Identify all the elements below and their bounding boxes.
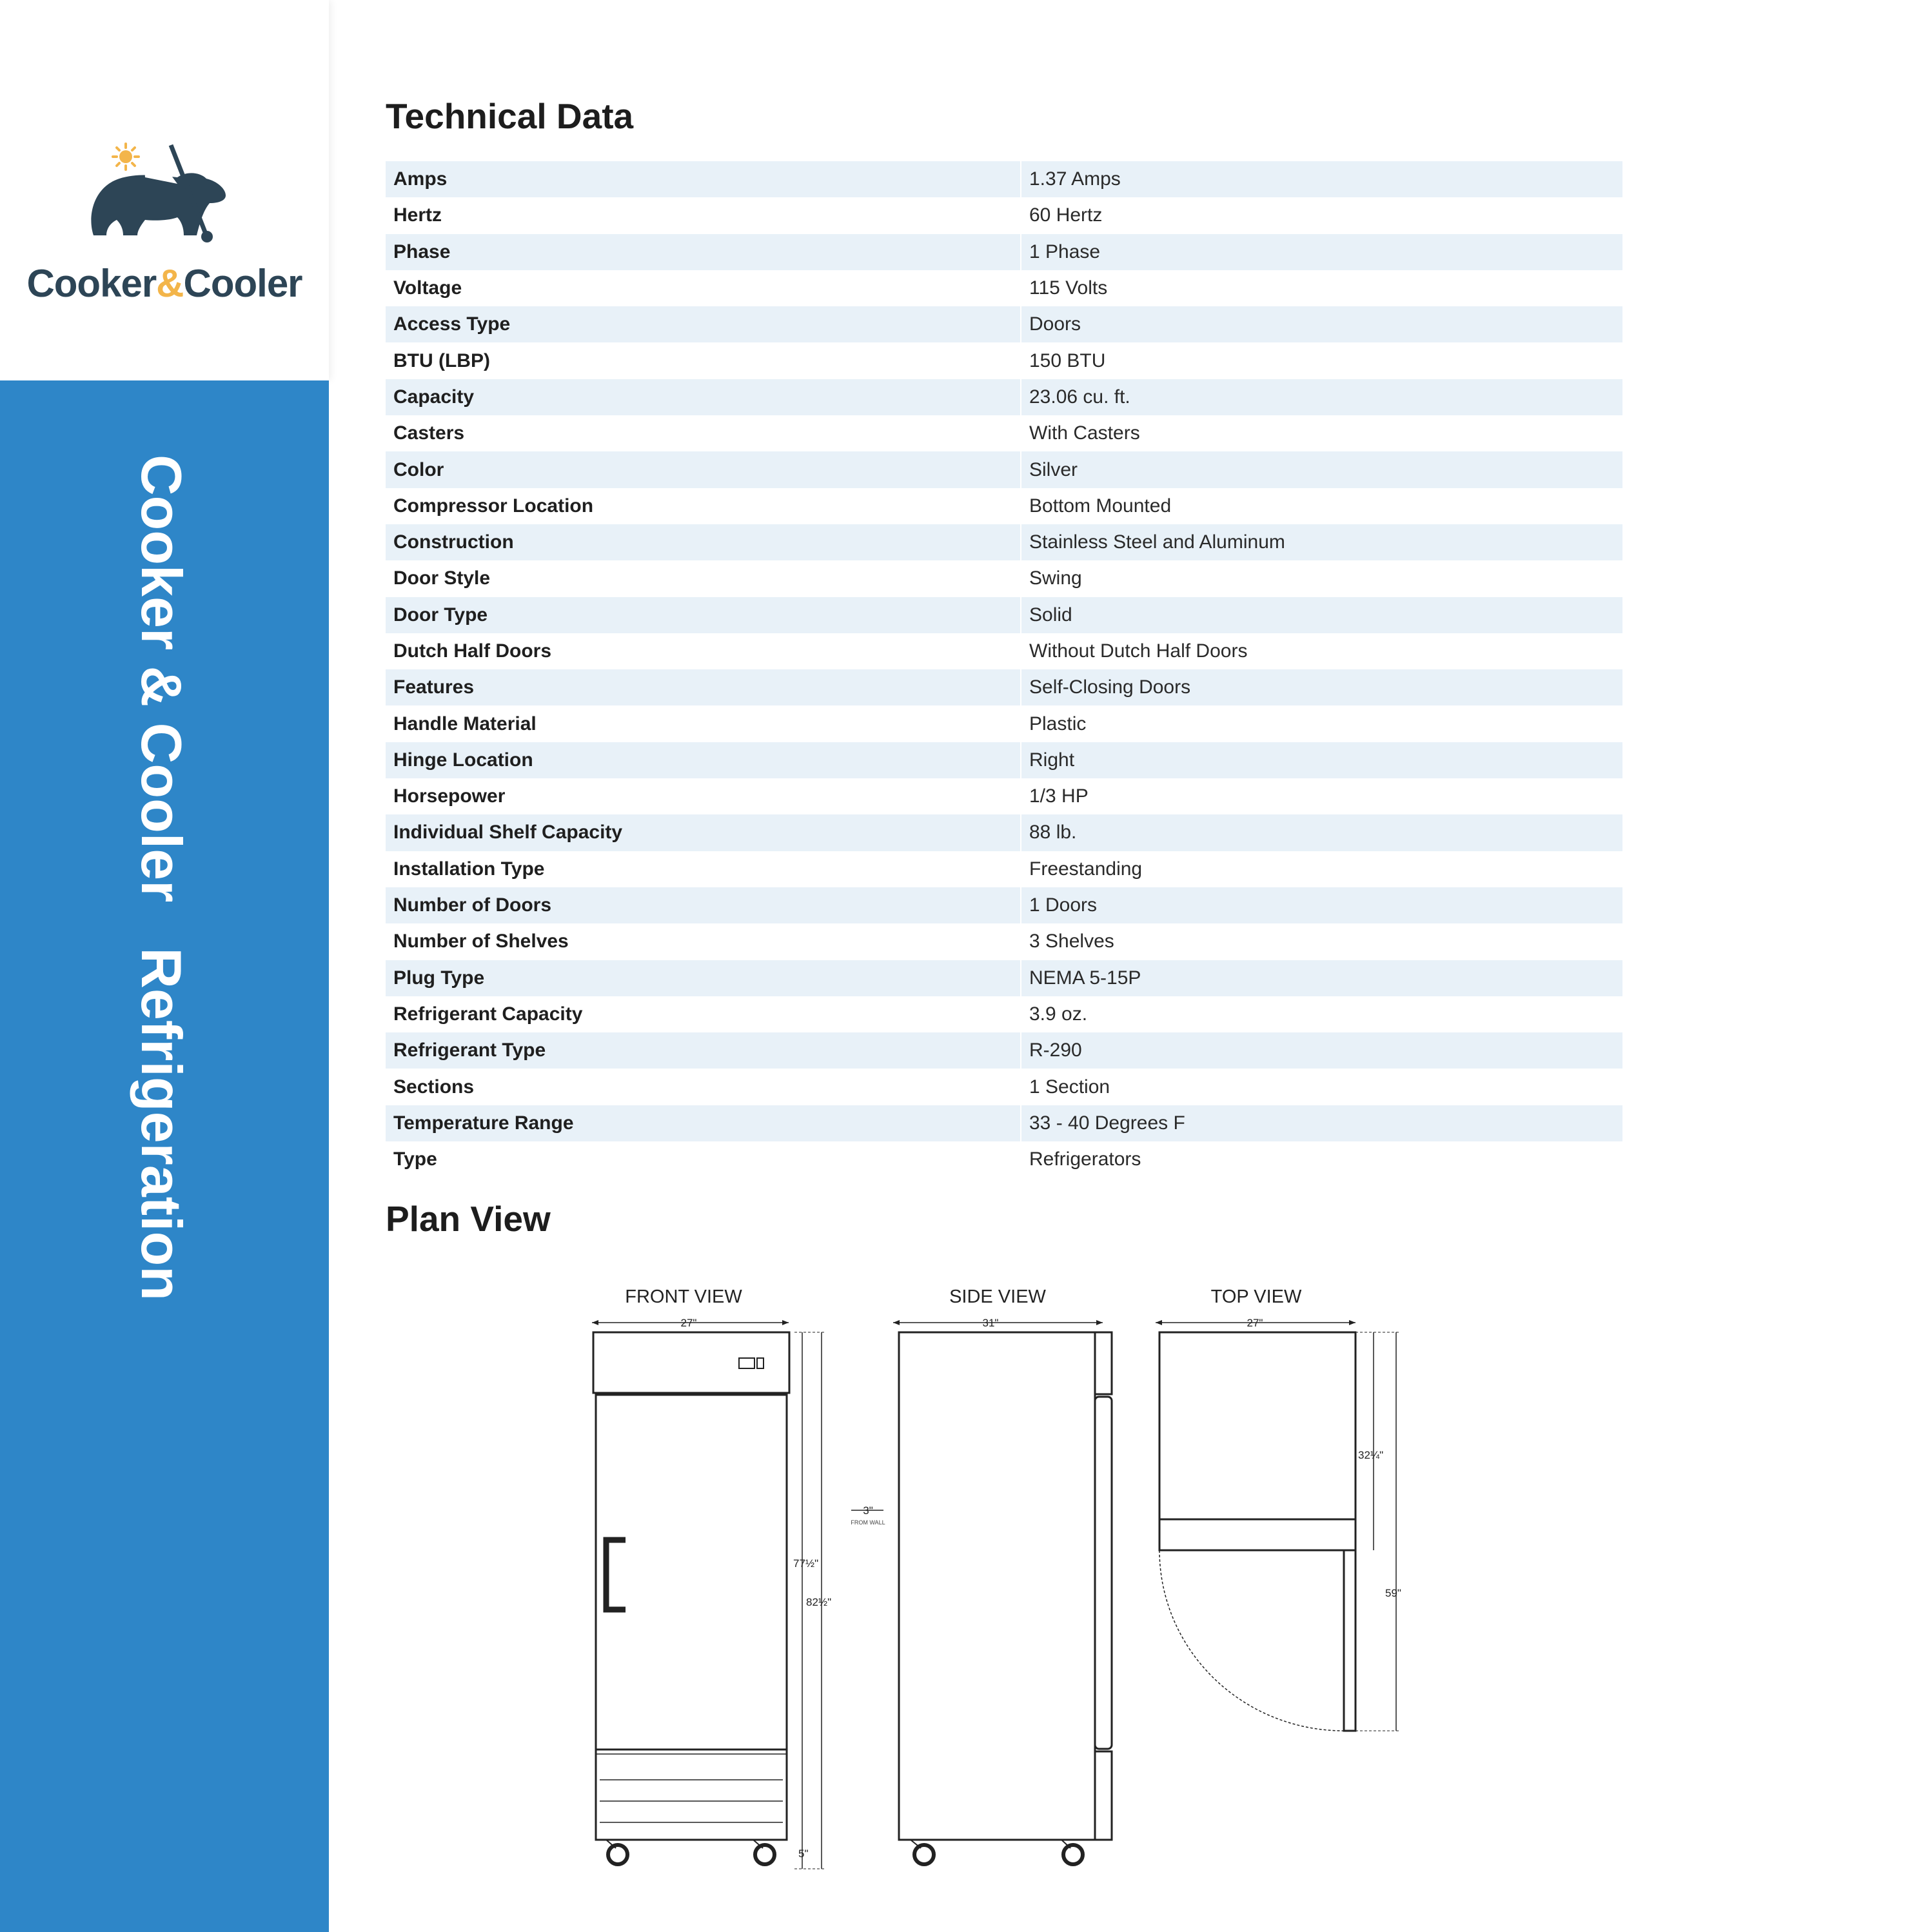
side-view <box>851 1320 1112 1864</box>
spec-value: 3.9 oz. <box>1029 1003 1088 1025</box>
spec-value: 1 Phase <box>1021 234 1622 270</box>
top-view-label: TOP VIEW <box>1210 1286 1302 1307</box>
spec-label: Refrigerant Capacity <box>386 996 1021 1032</box>
spec-label: Dutch Half Doors <box>386 633 1021 669</box>
spec-label: Type <box>386 1141 1021 1178</box>
spec-value: Freestanding <box>1029 858 1143 880</box>
spec-label: Installation Type <box>386 851 1021 887</box>
spec-value: Without Dutch Half Doors <box>1029 640 1248 662</box>
spec-value: Silver <box>1021 451 1622 488</box>
vertical-brand: Cooker & Cooler <box>130 455 193 903</box>
spec-label: Phase <box>386 234 1021 270</box>
spec-label: Individual Shelf Capacity <box>386 814 1021 851</box>
spec-value: Self-Closing Doors <box>1021 669 1622 705</box>
spec-value: 1/3 HP <box>1029 785 1089 807</box>
front-width-dim: 27" <box>680 1317 697 1329</box>
spec-label: Construction <box>386 524 1021 560</box>
top-view <box>1156 1320 1401 1731</box>
front-view <box>592 1320 825 1869</box>
spec-value: Bottom Mounted <box>1029 495 1172 517</box>
spec-value: 1 Doors <box>1021 887 1622 923</box>
plan-view-title: Plan View <box>386 1199 551 1239</box>
spec-label: Amps <box>386 161 1021 197</box>
spec-label: Access Type <box>386 306 1021 342</box>
spec-value: Solid <box>1021 597 1622 633</box>
top-depth-dim: 32¼" <box>1358 1449 1384 1461</box>
front-caster-dim: 5" <box>798 1848 809 1860</box>
spec-value: With Casters <box>1029 422 1140 444</box>
spec-value: Stainless Steel and Aluminum <box>1021 524 1622 560</box>
spec-label: Compressor Location <box>386 488 1021 524</box>
spec-label: Features <box>386 669 1021 705</box>
spec-value: Plastic <box>1029 713 1087 734</box>
side-view-label: SIDE VIEW <box>949 1286 1046 1307</box>
spec-label: Casters <box>386 415 1021 451</box>
spec-label: Hinge Location <box>386 742 1021 778</box>
spec-label: Temperature Range <box>386 1105 1021 1141</box>
spec-value: 1.37 Amps <box>1021 161 1622 197</box>
side-wall-note: FROM WALL <box>851 1519 885 1526</box>
spec-label: Refrigerant Type <box>386 1032 1021 1069</box>
spec-value: 88 lb. <box>1021 814 1622 851</box>
spec-value: Swing <box>1029 567 1082 589</box>
spec-label: Door Style <box>386 560 1021 596</box>
spec-label: Horsepower <box>386 778 1021 814</box>
spec-value: 150 BTU <box>1029 350 1106 371</box>
top-width-dim: 27" <box>1247 1317 1263 1329</box>
spec-value: Doors <box>1021 306 1622 342</box>
spec-value: 1 Section <box>1029 1076 1110 1098</box>
spec-label: Capacity <box>386 379 1021 415</box>
brand-logo-text: Cooker&Cooler <box>26 262 302 305</box>
spec-label: Handle Material <box>386 705 1021 742</box>
spec-label: Number of Doors <box>386 887 1021 923</box>
technical-data-title: Technical Data <box>386 96 634 136</box>
front-view-label: FRONT VIEW <box>625 1286 742 1307</box>
spec-label: Number of Shelves <box>386 923 1021 960</box>
spec-value: NEMA 5-15P <box>1021 960 1622 996</box>
vertical-category: Refrigeration <box>130 947 193 1301</box>
side-width-dim: 31" <box>982 1317 999 1329</box>
spec-value: 23.06 cu. ft. <box>1021 379 1622 415</box>
spec-label: Hertz <box>386 197 1021 233</box>
spec-label: BTU (LBP) <box>386 342 1021 379</box>
front-total-height-dim: 82½" <box>806 1596 832 1608</box>
spec-value: R-290 <box>1021 1032 1622 1069</box>
spec-label: Voltage <box>386 270 1021 306</box>
spec-value: 33 - 40 Degrees F <box>1021 1105 1622 1141</box>
spec-label: Plug Type <box>386 960 1021 996</box>
side-wall-gap-dim: 3" <box>863 1504 873 1517</box>
spec-value: Refrigerators <box>1029 1148 1141 1170</box>
front-body-height-dim: 77½" <box>793 1557 819 1570</box>
spec-label: Color <box>386 451 1021 488</box>
spec-label: Door Type <box>386 597 1021 633</box>
spec-value: 115 Volts <box>1029 277 1108 299</box>
spec-label: Sections <box>386 1069 1021 1105</box>
spec-value: Right <box>1021 742 1622 778</box>
top-open-depth-dim: 59" <box>1385 1587 1401 1599</box>
spec-value: 60 Hertz <box>1029 204 1103 226</box>
spec-value: 3 Shelves <box>1029 931 1114 952</box>
